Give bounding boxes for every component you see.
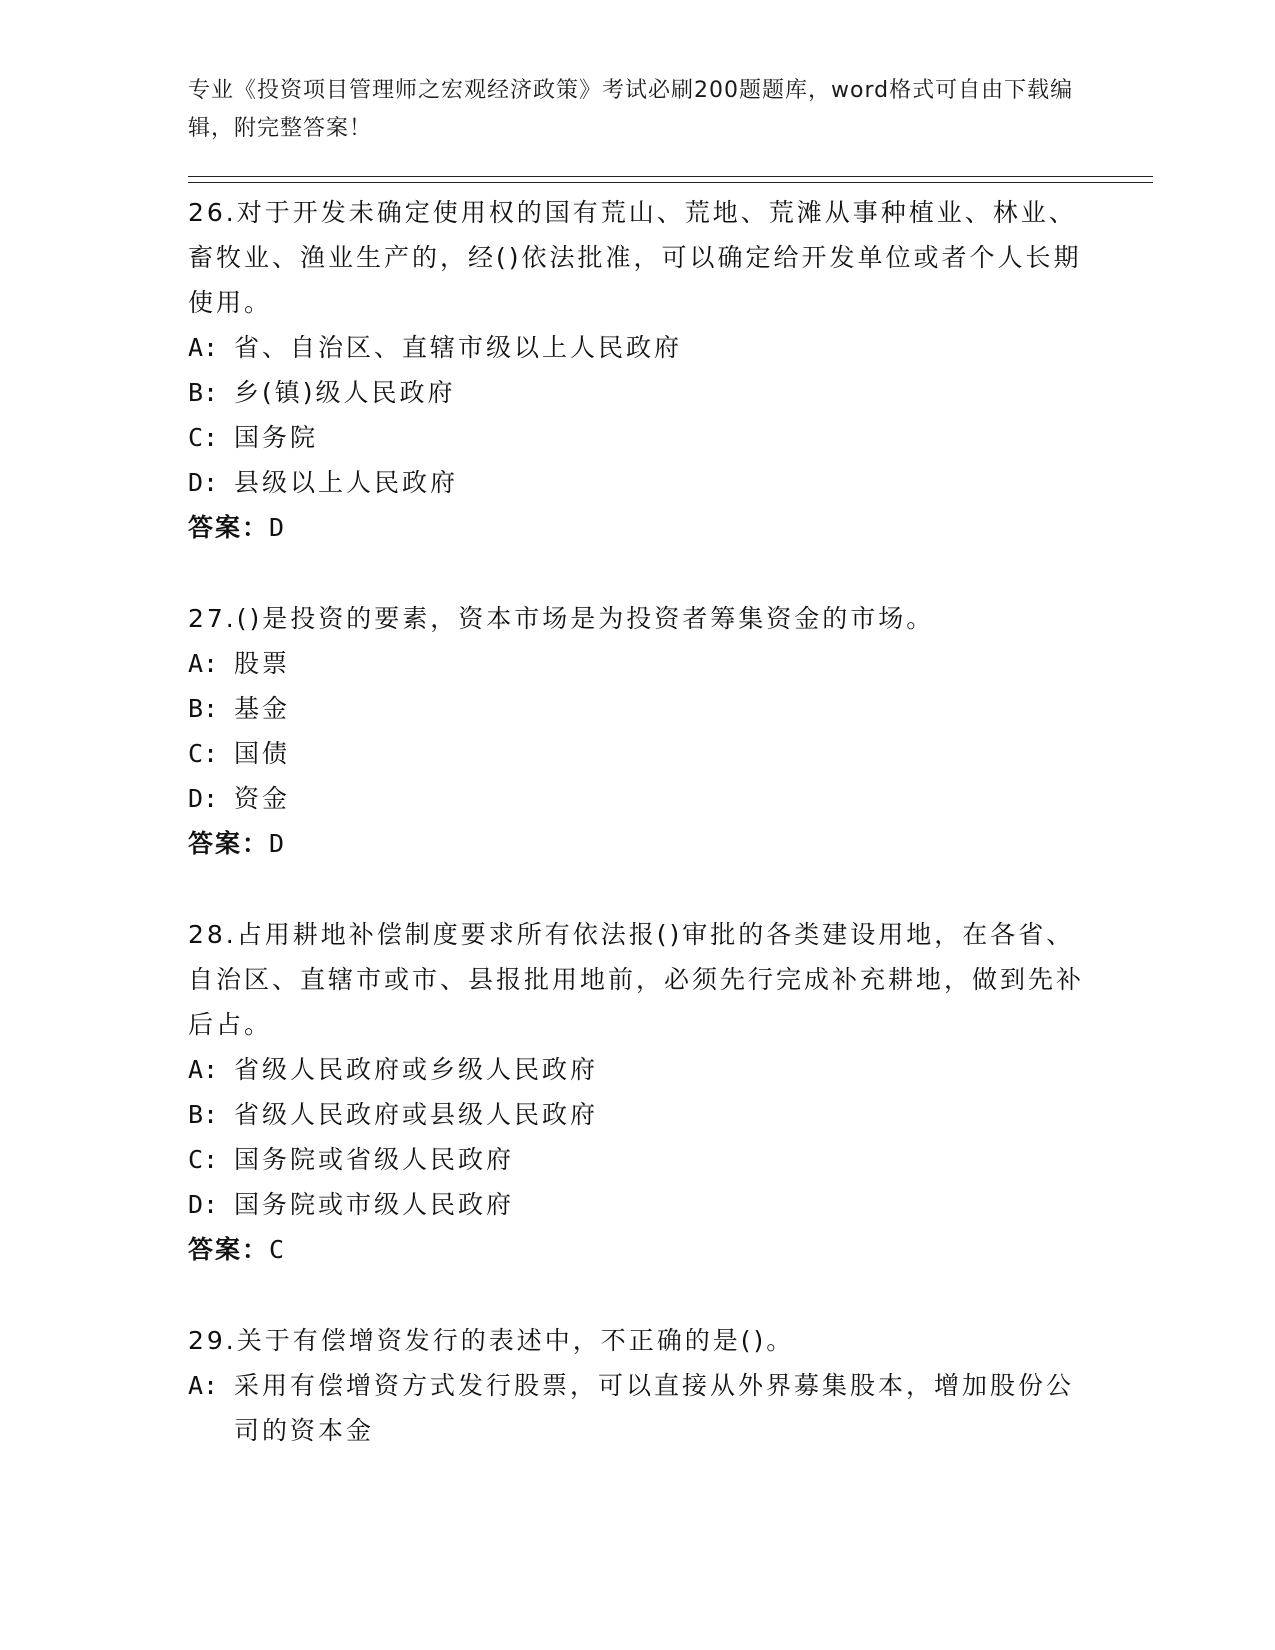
question-list [188,190,1088,1453]
option-a [188,1047,1088,1092]
option-a [188,641,1088,686]
option-letter: B: [188,694,219,723]
option-letter: C: [188,423,219,452]
header-divider-bottom [188,182,1153,183]
option-letter: A: [188,649,219,678]
option-text: 基金 [234,694,291,723]
option-text: 国债 [234,739,291,768]
option-d [188,460,1088,505]
option-c [188,731,1088,776]
question-spacer [188,1272,1088,1318]
option-c [188,1137,1088,1182]
question-text: 26.对于开发未确定使用权的国有荒山、荒地、荒滩从事种植业、林业、畜牧业、渔业生产的，经()依法批准，可以确定给开发单位或者个人长期使用。 [188,198,1082,317]
option-text: 资金 [234,784,291,813]
answer-line [188,1227,1088,1272]
option-b [188,370,1088,415]
option-text: 乡(镇)级人民政府 [234,378,456,407]
answer-value: D [269,829,287,858]
option-d [188,776,1088,821]
option-text: 县级以上人民政府 [234,468,459,497]
option-letter: D: [188,784,219,813]
option-a [188,325,1088,370]
option-text: 省、自治区、直辖市级以上人民政府 [234,333,683,362]
option-letter: A: [188,1055,219,1084]
option-letter: A: [188,1371,219,1400]
option-letter: D: [188,468,219,497]
option-text: 采用有偿增资方式发行股票，可以直接从外界募集股本，增加股份公司的资本金 [234,1371,1075,1445]
question-text: 28.占用耕地补偿制度要求所有依法报()审批的各类建设用地，在各省、自治区、直辖市或市、县报批用地前，必须先行完成补充耕地，做到先补后占。 [188,920,1085,1039]
option-text: 股票 [234,649,291,678]
question-spacer [188,866,1088,912]
option-letter: C: [188,739,219,768]
option-letter: C: [188,1145,219,1174]
option-letter: D: [188,1190,219,1219]
option-letter: A: [188,333,219,362]
answer-line [188,821,1088,866]
option-letter: B: [188,1100,219,1129]
question-29 [188,1318,1088,1453]
option-b [188,1092,1088,1137]
answer-value: D [269,513,287,542]
option-c [188,415,1088,460]
question-spacer [188,550,1088,596]
option-d [188,1182,1088,1227]
question-text: 27.()是投资的要素，资本市场是为投资者筹集资金的市场。 [188,604,935,633]
answer-label: 答案： [188,513,270,542]
header-divider-top [188,176,1153,177]
answer-line [188,505,1088,550]
answer-value: C [269,1235,287,1264]
option-letter: B: [188,378,219,407]
option-text: 省级人民政府或县级人民政府 [234,1100,599,1129]
option-b [188,686,1088,731]
answer-label: 答案： [188,829,270,858]
option-a [188,1363,1088,1453]
option-text: 省级人民政府或乡级人民政府 [234,1055,599,1084]
question-text: 29.关于有偿增资发行的表述中，不正确的是()。 [188,1326,795,1355]
option-text: 国务院 [234,423,319,452]
question-27 [188,596,1088,866]
option-text: 国务院或省级人民政府 [234,1145,515,1174]
question-28 [188,912,1088,1272]
answer-label: 答案： [188,1235,270,1264]
option-text: 国务院或市级人民政府 [234,1190,515,1219]
question-26 [188,190,1088,550]
document-header: 专业《投资项目管理师之宏观经济政策》考试必刷200题题库，word格式可自由下载编辑，附完整答案！ [188,78,1074,141]
